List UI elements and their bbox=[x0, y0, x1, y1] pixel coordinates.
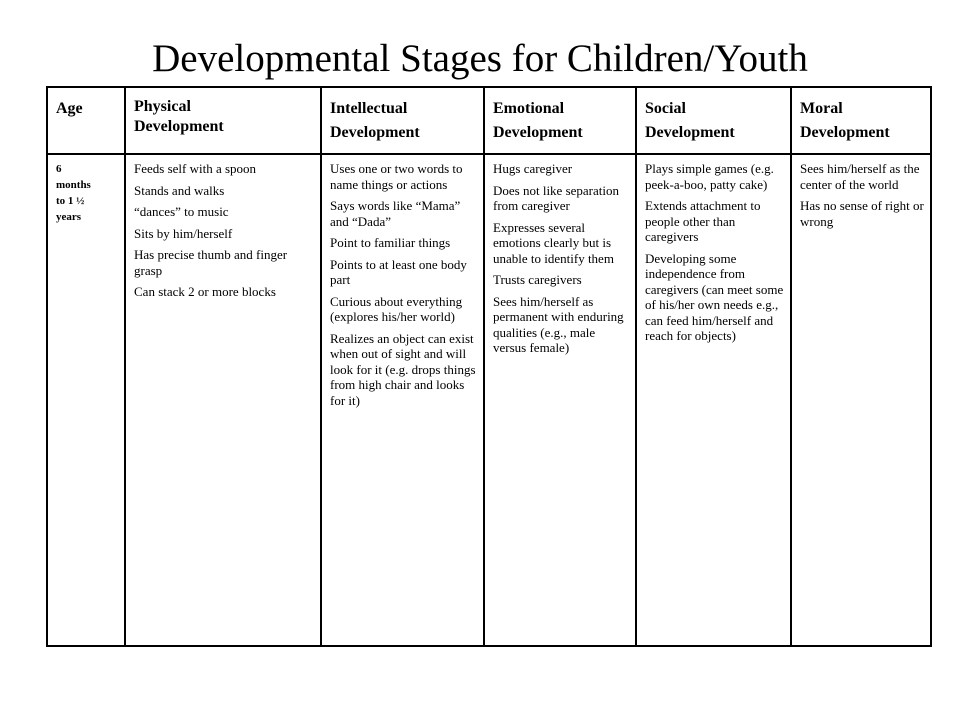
physical-item: Can stack 2 or more blocks bbox=[134, 284, 276, 299]
physical-item: Feeds self with a spoon bbox=[134, 161, 257, 176]
header-moral-line2: Development bbox=[800, 124, 890, 141]
emotional-item: Expresses several emotions clearly but is unable to identify them bbox=[493, 219, 614, 266]
header-emotional-line1: Emotional bbox=[493, 100, 565, 117]
page-title: Developmental Stages for Children/Youth bbox=[152, 37, 808, 80]
age-line: to 1 ½ bbox=[56, 195, 85, 207]
header-social-line2: Development bbox=[645, 124, 735, 141]
header-age bbox=[47, 87, 125, 154]
header-emotional-line2: Development bbox=[493, 124, 583, 141]
emotional-item: Trusts caregivers bbox=[493, 272, 582, 287]
moral-item: Sees him/herself as the center of the world bbox=[800, 161, 920, 192]
social-cell bbox=[636, 154, 791, 646]
physical-item: “dances” to music bbox=[134, 204, 229, 219]
physical-item: Stands and walks bbox=[134, 182, 225, 198]
header-intellectual-line2: Development bbox=[330, 124, 420, 141]
developmental-stages-table bbox=[46, 86, 932, 647]
table-row bbox=[47, 154, 931, 646]
age-cell bbox=[47, 154, 125, 646]
header-intellectual-line1: Intellectual bbox=[330, 100, 408, 117]
header-intellectual bbox=[321, 87, 484, 154]
emotional-item: Does not like separation from caregiver bbox=[493, 182, 619, 213]
moral-cell bbox=[791, 154, 931, 646]
header-physical-line2: Development bbox=[134, 118, 224, 135]
header-social-line1: Social bbox=[645, 100, 686, 117]
header-moral-line1: Moral bbox=[800, 100, 843, 117]
intellectual-item: Points to at least one body part bbox=[330, 256, 467, 287]
physical-item: Has precise thumb and finger grasp bbox=[134, 247, 288, 278]
header-physical bbox=[125, 87, 321, 154]
emotional-item: Hugs caregiver bbox=[493, 161, 573, 176]
header-emotional bbox=[484, 87, 636, 154]
header-age-label: Age bbox=[56, 100, 83, 117]
intellectual-item: Point to familiar things bbox=[330, 235, 451, 250]
intellectual-item: Realizes an object can exist when out of sight and will look for it (e.g. drops things from high chair and looks for it) bbox=[330, 330, 476, 408]
emotional-cell bbox=[484, 154, 636, 646]
header-moral bbox=[791, 87, 931, 154]
header-social bbox=[636, 87, 791, 154]
moral-item: Has no sense of right or wrong bbox=[800, 198, 924, 229]
header-row bbox=[47, 87, 931, 154]
emotional-item: Sees him/herself as permanent with enduring qualities (e.g., male versus female) bbox=[493, 293, 624, 355]
intellectual-cell bbox=[321, 154, 484, 646]
intellectual-item: Curious about everything (explores his/her world) bbox=[330, 293, 463, 324]
age-line: years bbox=[56, 211, 82, 223]
age-line: 6 bbox=[56, 163, 62, 175]
age-line: months bbox=[56, 179, 91, 191]
social-item: Extends attachment to people other than caregivers bbox=[645, 198, 761, 244]
intellectual-item: Says words like “Mama” and “Dada” bbox=[330, 198, 461, 229]
social-item: Developing some independence from caregivers (can meet some of his/her own needs e.g., can feed him/herself and reach for objects) bbox=[645, 250, 784, 343]
physical-cell bbox=[125, 154, 321, 646]
physical-item: Sits by him/herself bbox=[134, 225, 233, 241]
social-item: Plays simple games (e.g. peek-a-boo, patty cake) bbox=[645, 161, 774, 192]
header-physical-line1: Physical bbox=[134, 98, 191, 115]
intellectual-item: Uses one or two words to name things or actions bbox=[330, 161, 463, 192]
